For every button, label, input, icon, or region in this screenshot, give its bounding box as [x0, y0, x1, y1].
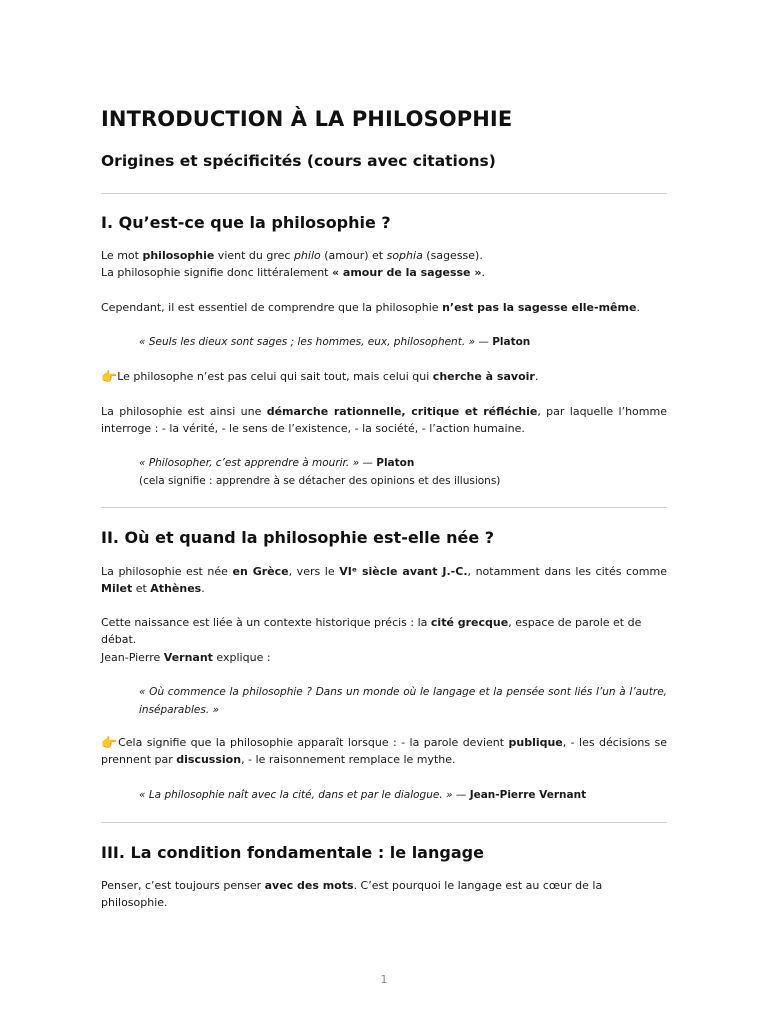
pointing-hand-icon: 👉 — [101, 370, 118, 385]
section-2-quote-2: « La philosophie naît avec la cité, dans et par le dialogue. » — Jean-Pierre Vernant — [139, 789, 587, 801]
section-2-quote-1: « Où commence la philosophie ? Dans un monde où le langage et la pensée sont liés l’un à l’autre, inséparables. » — [139, 686, 667, 716]
document-title: INTRODUCTION À LA PHILOSOPHIE — [101, 107, 513, 131]
section-1-quote-2: « Philosopher, c’est apprendre à mourir. » — Platon (cela signifie : apprendre à se détacher des opinions et des illusions) — [139, 457, 501, 487]
section-2-heading: II. Où et quand la philosophie est-elle née ? — [101, 528, 495, 547]
section-1-quote-1: « Seuls les dieux sont sages ; les hommes, eux, philosophent. » — Platon — [139, 336, 531, 348]
section-3-heading: III. La condition fondamentale : le langage — [101, 843, 484, 862]
section-3-paragraph-1: Penser, c’est toujours penser avec des mots. C’est pourquoi le langage est au cœur de la philosophie. — [101, 879, 603, 909]
section-divider — [101, 507, 667, 508]
section-1-paragraph-3: 👉Le philosophe n’est pas celui qui sait tout, mais celui qui cherche à savoir. — [101, 370, 539, 385]
section-1-heading: I. Qu’est-ce que la philosophie ? — [101, 213, 391, 232]
section-2-paragraph-3: Jean-Pierre Vernant explique : — [101, 651, 271, 664]
section-1-paragraph-4: La philosophie est ainsi une démarche rationnelle, critique et réfléchie, par laquelle l’homme interroge : - la vérité, - le sens de l’existence, - la société, - l’action humaine. — [101, 405, 667, 435]
section-2-paragraph-1: La philosophie est née en Grèce, vers le VIᵉ siècle avant J.-C., notamment dans les cités comme Milet et Athènes. — [101, 565, 667, 595]
section-divider — [101, 193, 667, 194]
section-divider — [101, 822, 667, 823]
pointing-hand-icon: 👉 — [101, 736, 119, 751]
section-2-paragraph-4: 👉Cela signifie que la philosophie apparaît lorsque : - la parole devient publique, - les décisions se prennent par discussion, - le raisonnement remplace le mythe. — [101, 736, 667, 766]
document-subtitle: Origines et spécificités (cours avec citations) — [101, 152, 496, 170]
section-1-paragraph-1: Le mot philosophie vient du grec philo (amour) et sophia (sagesse). La philosophie signifie donc littéralement « amour de la sagesse ». — [101, 249, 485, 279]
section-2-paragraph-2: Cette naissance est liée à un contexte historique précis : la cité grecque, espace de parole et de débat. — [101, 616, 642, 646]
page-number: 1 — [380, 973, 388, 986]
section-1-paragraph-2: Cependant, il est essentiel de comprendre que la philosophie n’est pas la sagesse elle-même. — [101, 301, 640, 314]
